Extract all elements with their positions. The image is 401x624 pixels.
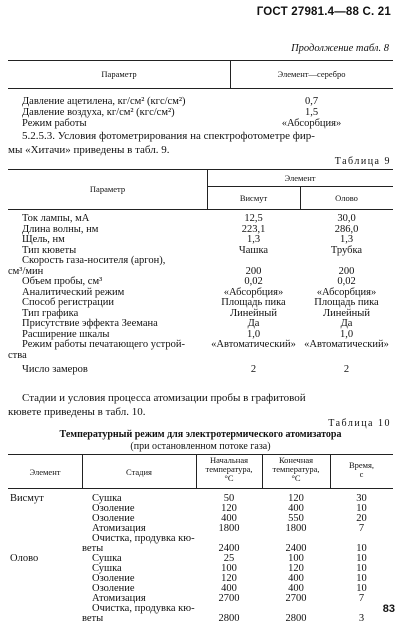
table9-tin-cell: Трубка <box>330 244 363 256</box>
table9-tin-cell: Да <box>340 318 353 329</box>
table10-end-temp-cell: 2800 <box>285 613 307 624</box>
table10-stage-cell: Атомизация <box>92 593 146 604</box>
table10-time-cell: 30 <box>356 493 367 504</box>
table9-bismuth-cell: Площадь пика <box>221 297 286 308</box>
table10-stage-cell: Озоление <box>92 583 135 594</box>
table10-time-cell: 10 <box>356 553 367 564</box>
table10-element-cell: Олово <box>10 553 39 564</box>
table8-param-cell: Режим работы <box>22 118 87 129</box>
table10-header-stage: Стадия <box>126 467 152 477</box>
table10-end-temp-cell: 2700 <box>285 593 307 604</box>
table10-caption: Таблица 10 <box>328 418 391 429</box>
table10-header-element: Элемент <box>29 467 61 477</box>
table9-tin-cell: 1,0 <box>339 328 354 340</box>
table8-value-cell: 1,5 <box>304 107 319 118</box>
page-number: 83 <box>382 603 395 615</box>
table9-top-rule <box>8 169 393 170</box>
end-temp-line3: °С <box>291 473 301 483</box>
para2-line2: кювете приведены в табл. 10. <box>8 406 146 418</box>
table9-tin-cell: «Абсорбция» <box>316 286 377 298</box>
table8-continuation: Продолжение табл. 8 <box>291 43 389 54</box>
table10-end-temp-cell: 400 <box>288 583 304 594</box>
doc-ref-header: ГОСТ 27981.4—88 С. 21 <box>256 6 391 18</box>
table10-subtitle: (при остановленном потоке газа) <box>130 441 271 452</box>
table10-time-cell: 7 <box>358 593 365 604</box>
table10-start-temp-cell: 100 <box>221 563 237 574</box>
table9-tin-cell: 0,02 <box>337 276 356 287</box>
table10-start-temp-cell: 2800 <box>218 613 240 624</box>
table10-end-temp-cell: 120 <box>288 563 304 574</box>
table9-header-element: Элемент <box>284 173 316 183</box>
table9-tin-cell: 30,0 <box>337 213 356 224</box>
table10-title: Температурный режим для электротермического атомизатора <box>59 429 342 440</box>
table9-tin-cell: 2 <box>343 364 350 375</box>
table8-header-param: Параметр <box>101 69 137 79</box>
table9-param-cell: Щель, нм <box>22 234 65 245</box>
table9-header-rule <box>8 209 393 210</box>
table10-stage-cell: Сушка <box>92 493 122 504</box>
table10-end-temp-cell: 1800 <box>285 523 307 534</box>
table9-param-cell: Ток лампы, мА <box>22 213 90 224</box>
end-temp-line1: Конечная <box>278 455 314 465</box>
table9-tin-cell: 200 <box>338 265 355 277</box>
start-temp-line1: Начальная <box>209 455 249 465</box>
table8-param-cell: Давление воздуха, кг/см² (кгс/см²) <box>22 107 175 118</box>
table9-param-cell: Скорость газа-носителя (аргон), <box>22 255 166 266</box>
table9-tin-cell: «Автоматический» <box>304 339 389 350</box>
table10-start-temp-cell: 400 <box>221 513 237 524</box>
table9-bismuth-cell: 1,3 <box>246 234 261 245</box>
table8-param-cell: Давление ацетилена, кг/см² (кгс/см²) <box>22 96 186 107</box>
table9-param-cell: Объем пробы, см³ <box>22 276 103 287</box>
table9-header-param: Параметр <box>89 184 126 194</box>
table10-end-temp-cell: 400 <box>288 573 304 584</box>
table9-bismuth-cell: 0,02 <box>244 276 263 287</box>
table9-param-cell: Тип кюветы <box>22 244 77 256</box>
table10-stage-cell: Атомизация <box>92 523 146 534</box>
table9-caption: Таблица 9 <box>334 156 391 167</box>
table10-start-temp-cell: 400 <box>221 583 237 594</box>
table8-header-rule <box>8 88 393 89</box>
table10-time-cell: 10 <box>356 573 367 584</box>
table10-time-cell: 20 <box>356 513 367 524</box>
table8-header-element: Элемент—серебро <box>277 69 346 79</box>
table10-time-cell: 10 <box>356 503 367 514</box>
table10-start-temp-cell: 120 <box>221 573 237 584</box>
table9-bismuth-cell: Да <box>247 318 260 329</box>
table9-bismuth-cell: «Абсорбция» <box>223 286 284 298</box>
table10-time-cell: 3 <box>358 613 365 624</box>
start-temp-line3: °С <box>224 473 234 483</box>
time-line2: с <box>359 469 364 479</box>
table10-start-temp-cell: 120 <box>221 503 237 514</box>
table9-param-cell: Аналитический режим <box>22 286 125 298</box>
table10-stage-cell: Сушка <box>92 553 122 564</box>
table8-value-cell: 0,7 <box>304 96 319 107</box>
table10-start-temp-cell: 2700 <box>218 593 240 604</box>
table9-param-cell: Тип графика <box>22 307 79 319</box>
table8-top-rule <box>8 60 393 61</box>
table10-header-start-temp <box>196 456 262 483</box>
table9-element-rule <box>207 186 393 187</box>
table9-param-cell: см³/мин <box>8 265 44 277</box>
table10-time-cell: 10 <box>356 543 367 554</box>
table10-end-temp-cell: 2400 <box>285 543 307 554</box>
para2-line1: Стадии и условия процесса атомизации пробы в графитовой <box>22 392 306 404</box>
table10-header-time <box>330 461 393 479</box>
section-text-line1: 5.2.5.3. Условия фотометрирования на спектрофотометре фир- <box>22 130 315 142</box>
table9-bismuth-cell: Чашка <box>238 244 269 256</box>
table10-end-temp-cell: 120 <box>288 493 304 504</box>
table9-bismuth-cell: 12,5 <box>244 213 263 224</box>
table10-start-temp-cell: 25 <box>223 553 235 564</box>
start-temp-line2: температура, <box>205 464 253 474</box>
table10-start-temp-cell: 50 <box>223 493 235 504</box>
table10-time-cell: 10 <box>356 563 367 574</box>
table10-stage-cell: Очистка, продувка кю- <box>92 603 195 614</box>
table10-end-temp-cell: 100 <box>288 553 304 564</box>
table9-header-bismuth: Висмут <box>239 193 268 203</box>
table9-bismuth-cell: 1,0 <box>246 328 261 340</box>
table10-start-temp-cell: 1800 <box>218 523 240 534</box>
table10-stage-cell: веты <box>82 613 104 624</box>
table9-param-cell: Длина волны, нм <box>22 223 99 235</box>
time-line1: Время, <box>348 460 375 470</box>
table10-header-rule <box>8 488 393 489</box>
table10-stage-cell: Очистка, продувка кю- <box>92 533 195 544</box>
table9-bismuth-cell: 200 <box>245 265 262 277</box>
table10-end-temp-cell: 400 <box>288 503 304 514</box>
table9-param-cell: Число замеров <box>22 364 88 375</box>
table10-end-temp-cell: 550 <box>288 513 304 524</box>
section-text-line2: мы «Хитачи» приведены в табл. 9. <box>8 144 170 156</box>
table9-param-cell: Присутствие эффекта Зеемана <box>22 318 158 329</box>
table9-tin-cell: Площадь пика <box>314 297 379 308</box>
table10-time-cell: 7 <box>358 523 365 534</box>
table9-header-tin: Олово <box>335 193 358 203</box>
table10-time-cell: 10 <box>356 583 367 594</box>
table10-stage-cell: веты <box>82 543 104 554</box>
table9-bismuth-cell: «Автоматический» <box>211 339 296 350</box>
table9-param-cell: ства <box>8 349 27 361</box>
table10-stage-cell: Озоление <box>92 513 135 524</box>
table9-param-cell: Способ регистрации <box>22 297 114 308</box>
table10-start-temp-cell: 2400 <box>218 543 240 554</box>
table9-tin-cell: 1,3 <box>339 234 354 245</box>
table8-value-cell: «Абсорбция» <box>281 118 342 129</box>
table10-stage-cell: Озоление <box>92 573 135 584</box>
table10-stage-cell: Сушка <box>92 563 122 574</box>
table10-element-cell: Висмут <box>10 493 44 504</box>
table10-header-end-temp <box>262 456 330 483</box>
table9-bismuth-cell: 2 <box>250 364 257 375</box>
end-temp-line2: температура, <box>272 464 320 474</box>
table9-param-cell: Режим работы печатающего устрой- <box>22 339 185 350</box>
table9-param-cell: Расширение шкалы <box>22 328 110 340</box>
table9-tin-cell: 286,0 <box>334 223 359 235</box>
table10-top-rule <box>8 454 393 455</box>
table9-bismuth-cell: Линейный <box>230 307 277 319</box>
table9-bismuth-cell: 223,1 <box>241 223 266 235</box>
table9-tin-cell: Линейный <box>323 307 370 319</box>
table10-stage-cell: Озоление <box>92 503 135 514</box>
